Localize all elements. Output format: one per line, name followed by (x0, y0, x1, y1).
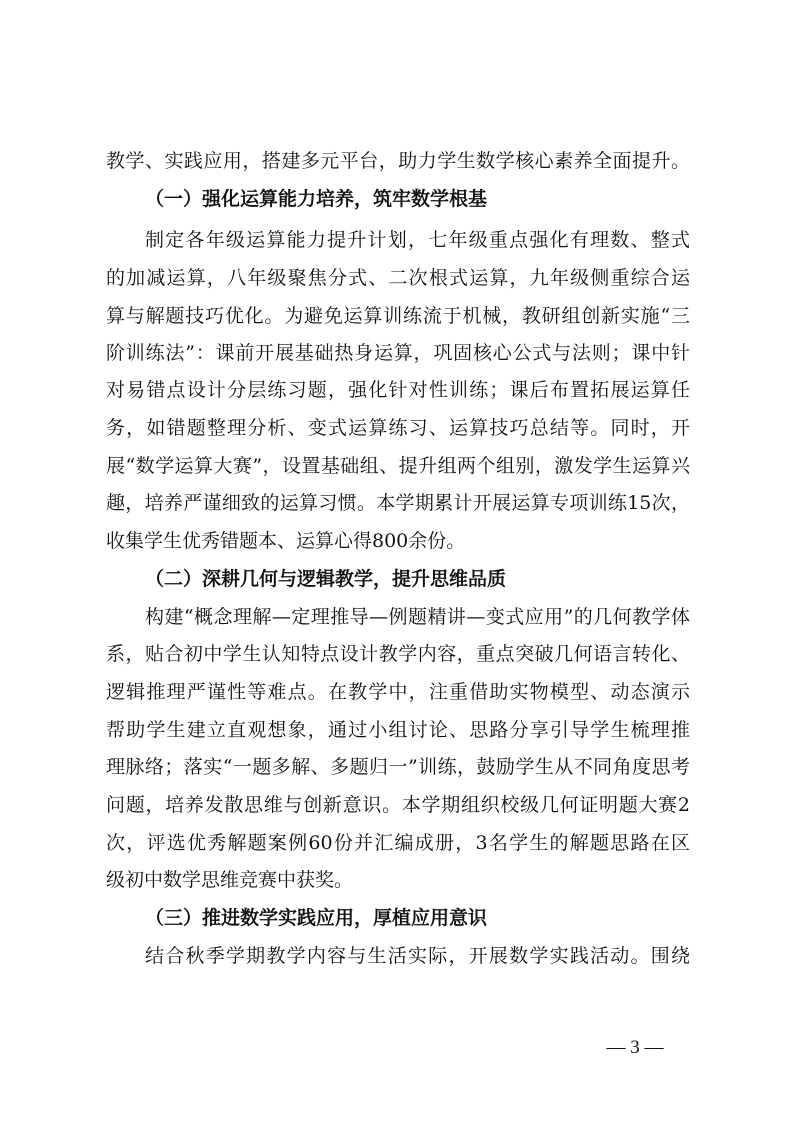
body-text-line: 级初中数学思维竞赛中获奖。 (106, 869, 354, 891)
section-heading-1: （一）强化运算能力培养，筑牢数学根基 (145, 188, 488, 210)
body-text-line: 的加减运算，八年级聚焦分式、二次根式运算，九年级侧重综合运 (106, 267, 690, 289)
body-text-line: 算与解题技巧优化。为避免运算训练流于机械，教研组创新实施“三 (106, 305, 690, 327)
body-text-line: 对易错点设计分层练习题，强化针对性训练；课后布置拓展运算任 (106, 379, 690, 401)
body-text-line: 教学、实践应用，搭建多元平台，助力学生数学核心素养全面提升。 (106, 150, 690, 172)
body-text-line: 收集学生优秀错题本、运算心得800余份。 (106, 530, 466, 552)
page-number: — 3 — (606, 1037, 664, 1058)
body-text-line: 阶训练法”：课前开展基础热身运算，巩固核心公式与法则；课中针 (106, 342, 690, 364)
body-text-line: 趣，培养严谨细致的运算习惯。本学期累计开展运算专项训练15次， (106, 492, 690, 514)
body-text-line: 理脉络；落实“一题多解、多题归一”训练，鼓励学生从不同角度思考 (106, 756, 690, 778)
body-text-line: 次，评选优秀解题案例60份并汇编成册，3名学生的解题思路在区 (106, 832, 690, 854)
body-text-line: 结合秋季学期教学内容与生活实际，开展数学实践活动。围绕 (145, 945, 690, 967)
body-text-line: 问题，培养发散思维与创新意识。本学期组织校级几何证明题大赛2 (106, 794, 690, 816)
body-text-line: 务，如错题整理分析、变式运算练习、运算技巧总结等。同时，开 (106, 417, 690, 439)
body-text-line: 逻辑推理严谨性等难点。在教学中，注重借助实物模型、动态演示 (106, 681, 690, 703)
body-text-line: 制定各年级运算能力提升计划，七年级重点强化有理数、整式 (145, 229, 690, 251)
body-text-line: 展“数学运算大赛”，设置基础组、提升组两个组别，激发学生运算兴 (106, 455, 690, 477)
body-text-line: 帮助学生建立直观想象，通过小组讨论、思路分享引导学生梳理推 (106, 719, 690, 741)
body-text-line: 系，贴合初中学生认知特点设计教学内容，重点突破几何语言转化、 (106, 643, 690, 665)
section-heading-3: （三）推进数学实践应用，厚植应用意识 (145, 907, 488, 929)
section-heading-2: （二）深耕几何与逻辑教学，提升思维品质 (145, 568, 507, 590)
body-text-line: 构建“概念理解—定理推导—例题精讲—变式应用”的几何教学体 (145, 606, 690, 628)
